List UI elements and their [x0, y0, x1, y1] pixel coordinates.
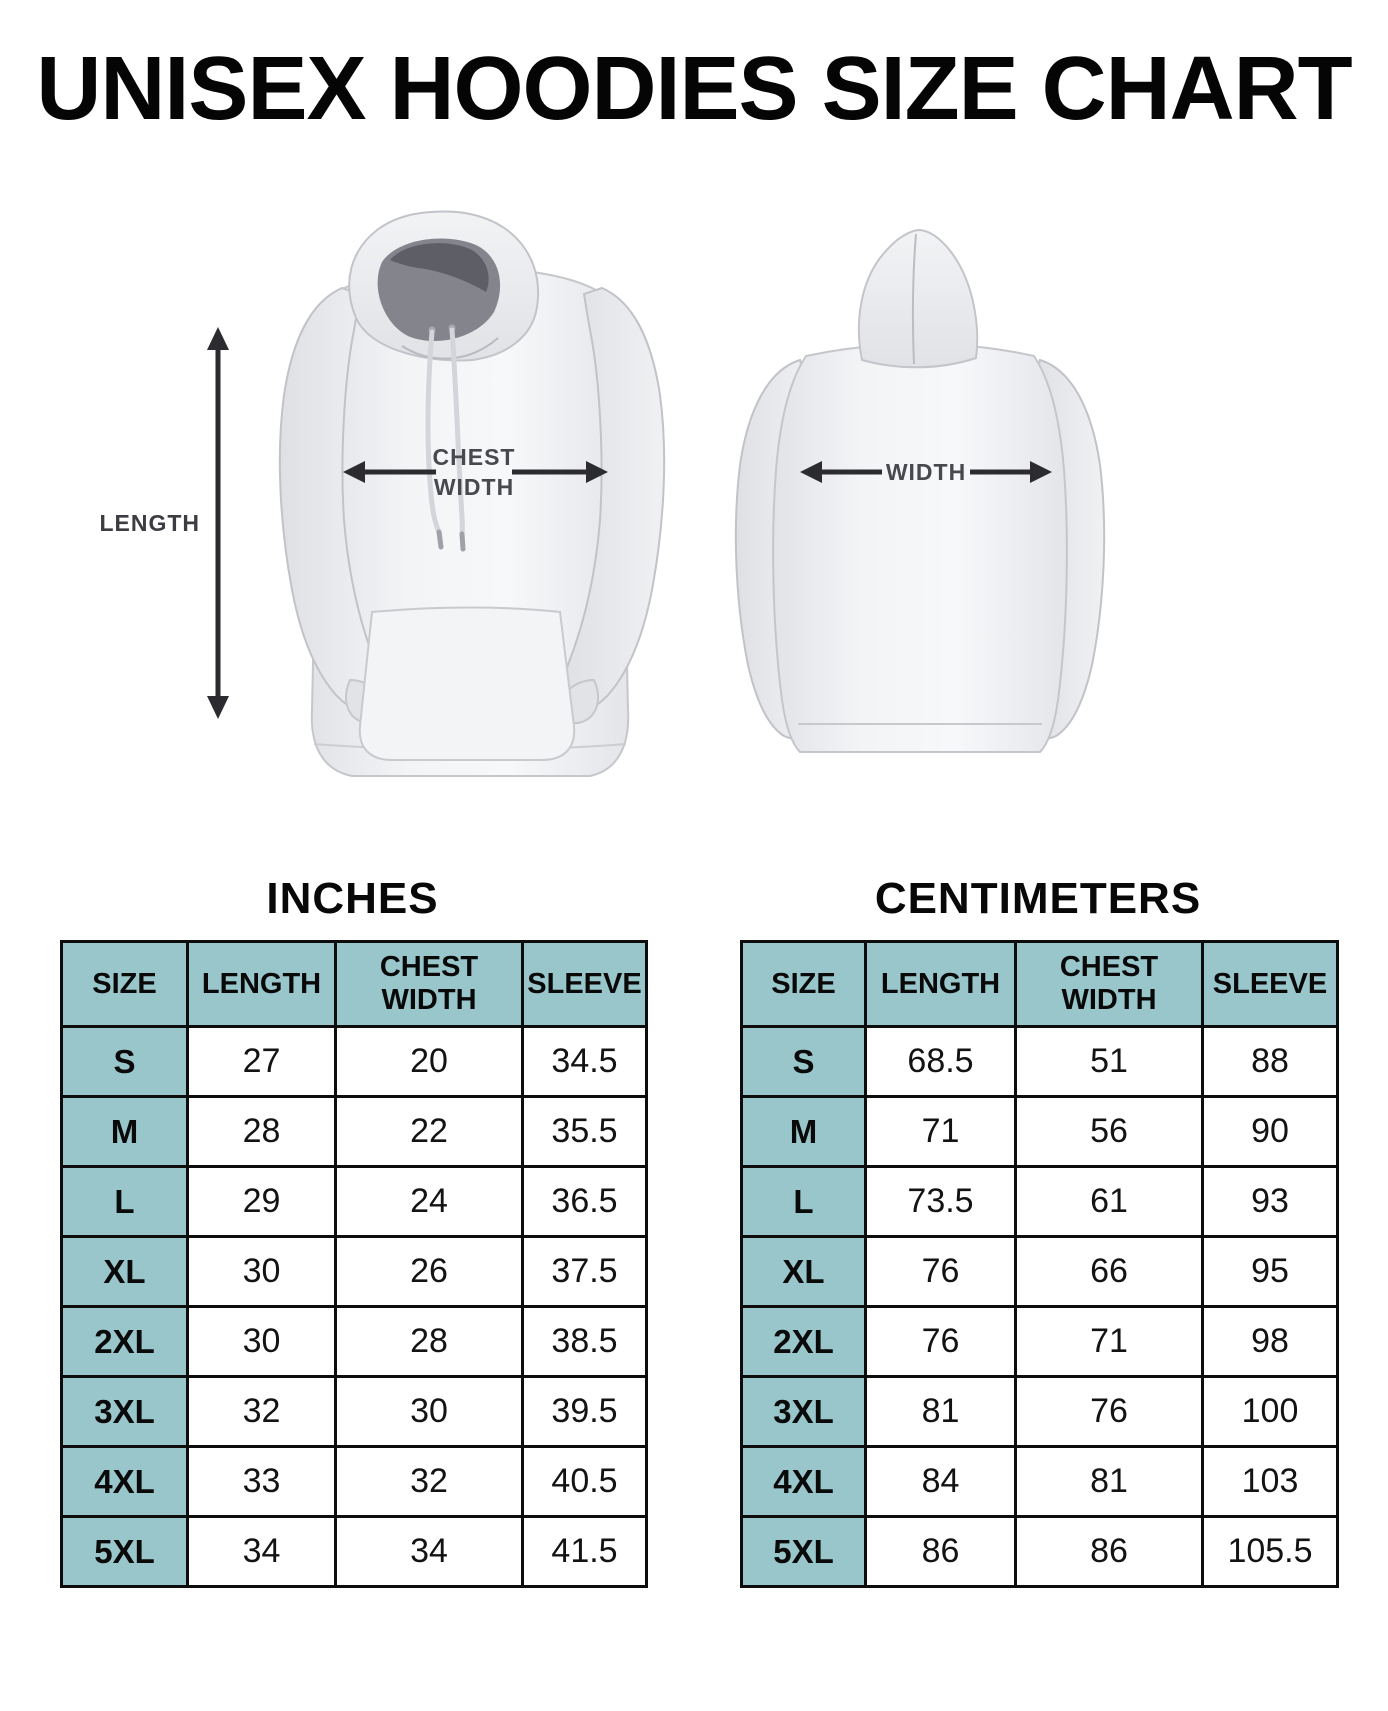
chest-width-value: 34	[336, 1517, 523, 1587]
length-value: 33	[188, 1447, 336, 1517]
table-row-2xl	[62, 1307, 647, 1377]
col-header-chest-width: CHEST WIDTH	[336, 942, 523, 1027]
col-header-size: SIZE	[742, 942, 866, 1027]
sleeve-value: 39.5	[523, 1377, 647, 1447]
size-label: 4XL	[62, 1447, 188, 1517]
size-label: 5XL	[742, 1517, 866, 1587]
sleeve-value: 98	[1203, 1307, 1338, 1377]
size-label: XL	[62, 1237, 188, 1307]
chest-width-value: 51	[1016, 1027, 1203, 1097]
col-header-sleeve: SLEEVE	[523, 942, 647, 1027]
length-value: 27	[188, 1027, 336, 1097]
size-label: XL	[742, 1237, 866, 1307]
size-label: L	[62, 1167, 188, 1237]
size-label: 5XL	[62, 1517, 188, 1587]
chest-width-value: 30	[336, 1377, 523, 1447]
length-value: 86	[866, 1517, 1016, 1587]
size-label: L	[742, 1167, 866, 1237]
length-value: 30	[188, 1307, 336, 1377]
back-width-arrow-label: WIDTH	[885, 459, 967, 485]
inches-table-title: INCHES	[266, 874, 439, 923]
table-row-4xl	[62, 1447, 647, 1517]
size-label: 2XL	[742, 1307, 866, 1377]
sleeve-value: 35.5	[523, 1097, 647, 1167]
size-label: S	[742, 1027, 866, 1097]
hoodie-measurement-diagram	[0, 170, 1388, 810]
table-row-5xl	[62, 1517, 647, 1587]
hoodie-diagram-svg	[0, 170, 1388, 810]
table-row-m	[742, 1097, 1338, 1167]
table-row-xl	[742, 1237, 1338, 1307]
size-label: M	[62, 1097, 188, 1167]
sleeve-value: 38.5	[523, 1307, 647, 1377]
sleeve-value: 88	[1203, 1027, 1338, 1097]
length-value: 71	[866, 1097, 1016, 1167]
sleeve-value: 90	[1203, 1097, 1338, 1167]
length-value: 81	[866, 1377, 1016, 1447]
sleeve-value: 95	[1203, 1237, 1338, 1307]
size-label: 2XL	[62, 1307, 188, 1377]
table-row-2xl	[742, 1307, 1338, 1377]
length-value: 28	[188, 1097, 336, 1167]
table-row-l	[742, 1167, 1338, 1237]
size-label: M	[742, 1097, 866, 1167]
table-row-xl	[62, 1237, 647, 1307]
col-header-chest-width: CHEST WIDTH	[1016, 942, 1203, 1027]
chest-width-value: 66	[1016, 1237, 1203, 1307]
table-row-l	[62, 1167, 647, 1237]
sleeve-value: 34.5	[523, 1027, 647, 1097]
sleeve-value: 40.5	[523, 1447, 647, 1517]
size-label: 4XL	[742, 1447, 866, 1517]
chest-width-value: 56	[1016, 1097, 1203, 1167]
table-header-row	[742, 942, 1338, 1027]
sleeve-value: 105.5	[1203, 1517, 1338, 1587]
chest-width-label-line2: WIDTH	[433, 474, 515, 500]
chest-width-value: 28	[336, 1307, 523, 1377]
sleeve-value: 100	[1203, 1377, 1338, 1447]
chest-width-value: 71	[1016, 1307, 1203, 1377]
table-row-4xl	[742, 1447, 1338, 1517]
table-row-5xl	[742, 1517, 1338, 1587]
table-row-3xl	[742, 1377, 1338, 1447]
back-hoodie-illustration	[736, 230, 1104, 752]
centimeters-table-title: CENTIMETERS	[874, 874, 1202, 923]
chest-width-value: 32	[336, 1447, 523, 1517]
size-label: 3XL	[742, 1377, 866, 1447]
length-value: 76	[866, 1237, 1016, 1307]
col-header-size: SIZE	[62, 942, 188, 1027]
sleeve-value: 103	[1203, 1447, 1338, 1517]
sleeve-value: 93	[1203, 1167, 1338, 1237]
length-value: 68.5	[866, 1027, 1016, 1097]
chest-width-label-line1: CHEST	[432, 444, 516, 470]
chest-width-value: 24	[336, 1167, 523, 1237]
centimeters-size-table	[740, 940, 1339, 1588]
size-label: 3XL	[62, 1377, 188, 1447]
table-row-s	[62, 1027, 647, 1097]
length-value: 76	[866, 1307, 1016, 1377]
length-measure-arrow	[99, 327, 229, 719]
table-header-row	[62, 942, 647, 1027]
page-title: UNISEX HOODIES SIZE CHART	[36, 39, 1352, 139]
length-value: 29	[188, 1167, 336, 1237]
inches-size-table	[60, 940, 648, 1588]
length-arrow-label: LENGTH	[99, 510, 200, 536]
sleeve-value: 41.5	[523, 1517, 647, 1587]
table-row-s	[742, 1027, 1338, 1097]
table-row-m	[62, 1097, 647, 1167]
col-header-length: LENGTH	[188, 942, 336, 1027]
length-value: 34	[188, 1517, 336, 1587]
sleeve-value: 36.5	[523, 1167, 647, 1237]
size-label: S	[62, 1027, 188, 1097]
chest-width-value: 26	[336, 1237, 523, 1307]
chest-width-value: 20	[336, 1027, 523, 1097]
chest-width-value: 81	[1016, 1447, 1203, 1517]
col-header-sleeve: SLEEVE	[1203, 942, 1338, 1027]
length-value: 73.5	[866, 1167, 1016, 1237]
length-value: 32	[188, 1377, 336, 1447]
col-header-length: LENGTH	[866, 942, 1016, 1027]
length-value: 84	[866, 1447, 1016, 1517]
sleeve-value: 37.5	[523, 1237, 647, 1307]
chest-width-value: 76	[1016, 1377, 1203, 1447]
length-value: 30	[188, 1237, 336, 1307]
table-row-3xl	[62, 1377, 647, 1447]
chest-width-value: 61	[1016, 1167, 1203, 1237]
chest-width-value: 22	[336, 1097, 523, 1167]
chest-width-value: 86	[1016, 1517, 1203, 1587]
